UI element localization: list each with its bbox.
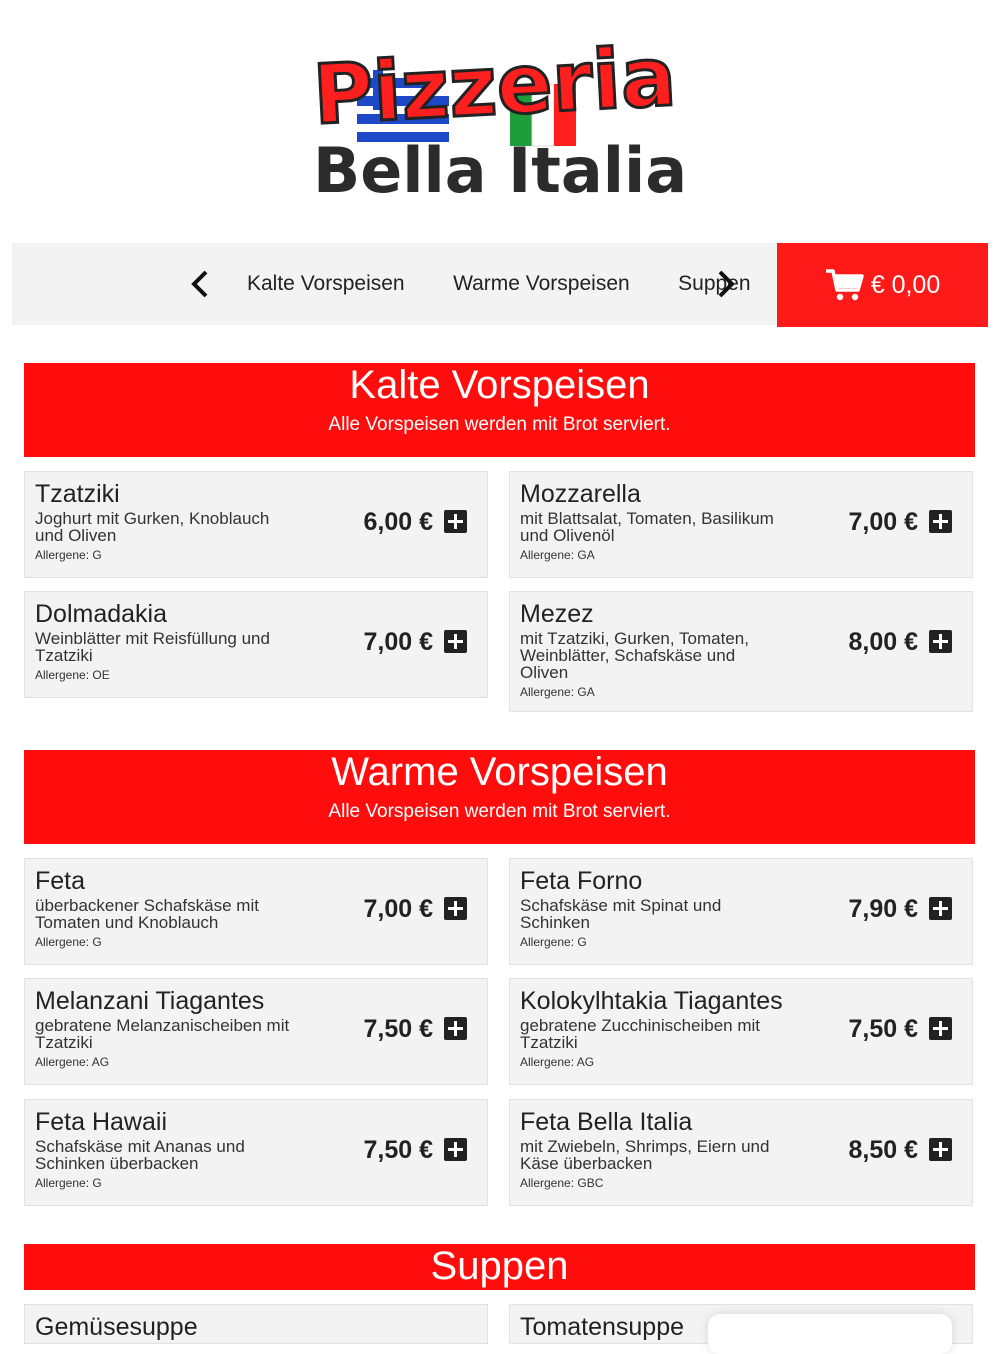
item-name: Feta Hawaii: [35, 1108, 167, 1136]
item-description: mit Zwiebeln, Shrimps, Eiern und Käse überbacken: [520, 1137, 770, 1173]
nav-link-suppen[interactable]: Suppen: [678, 272, 751, 295]
add-to-cart-button[interactable]: [929, 510, 952, 533]
item-price: 7,00 €: [363, 895, 433, 923]
item-allergens: Allergene: G: [35, 548, 102, 562]
menu-item-card: [509, 858, 973, 965]
item-allergens: Allergene: GA: [520, 685, 595, 699]
item-price: 8,00 €: [848, 628, 918, 656]
section-title: Suppen: [430, 1244, 569, 1288]
category-nav: [12, 243, 777, 325]
floating-popup[interactable]: [708, 1314, 952, 1354]
add-to-cart-button[interactable]: [929, 1138, 952, 1161]
item-name: Feta Bella Italia: [520, 1108, 693, 1136]
svg-text:Pizzeria: Pizzeria: [310, 29, 679, 144]
item-name: Gemüsesuppe: [35, 1313, 198, 1341]
item-price: 7,00 €: [363, 628, 433, 656]
logo: [295, 14, 695, 207]
add-to-cart-button[interactable]: [444, 1138, 467, 1161]
svg-text:Bella Italia: Bella Italia: [312, 134, 688, 207]
menu-item-card: [24, 978, 488, 1085]
item-allergens: Allergene: AG: [35, 1055, 110, 1069]
item-description: Schafskäse mit Spinat und Schinken: [520, 896, 722, 932]
item-name: Tzatziki: [35, 480, 120, 508]
section-header-warme-vorspeisen: [24, 750, 975, 844]
item-name: Tomatensuppe: [520, 1313, 685, 1341]
cart-icon: [825, 268, 865, 302]
item-allergens: Allergene: AG: [520, 1055, 595, 1069]
item-name: Feta: [35, 867, 86, 895]
menu-item-card: [24, 858, 488, 965]
item-price: 6,00 €: [363, 508, 433, 536]
menu-item-card: [24, 1099, 488, 1206]
item-price: 8,50 €: [848, 1136, 918, 1164]
item-price: 7,00 €: [848, 508, 918, 536]
add-to-cart-button[interactable]: [929, 630, 952, 653]
item-price: 7,50 €: [848, 1015, 918, 1043]
item-allergens: Allergene: G: [35, 935, 102, 949]
add-to-cart-button[interactable]: [929, 1017, 952, 1040]
cart-button[interactable]: [777, 243, 988, 327]
add-to-cart-button[interactable]: [444, 510, 467, 533]
item-price: 7,50 €: [363, 1136, 433, 1164]
logo-image: [295, 14, 695, 207]
menu-item-card: [24, 471, 488, 578]
item-description: Joghurt mit Gurken, Knoblauch und Oliven: [35, 509, 270, 545]
item-name: Mezez: [520, 600, 594, 628]
item-description: Schafskäse mit Ananas und Schinken überbacken: [35, 1137, 245, 1173]
item-description: überbackener Schafskäse mit Tomaten und Knoblauch: [35, 896, 259, 932]
nav-link-kalte-vorspeisen[interactable]: Kalte Vorspeisen: [247, 272, 405, 295]
add-to-cart-button[interactable]: [444, 630, 467, 653]
nav-prev-button[interactable]: [180, 263, 220, 305]
item-price: 7,90 €: [848, 895, 918, 923]
item-description: gebratene Melanzanischeiben mit Tzatziki: [35, 1016, 290, 1052]
menu-item-card: [509, 978, 973, 1085]
chevron-left-icon: [189, 269, 211, 299]
section-title: Kalte Vorspeisen: [349, 363, 650, 407]
item-description: Weinblätter mit Reisfüllung und Tzatziki: [35, 629, 270, 665]
item-allergens: Allergene: GBC: [520, 1176, 604, 1190]
add-to-cart-button[interactable]: [929, 897, 952, 920]
add-to-cart-button[interactable]: [444, 897, 467, 920]
item-description: mit Blattsalat, Tomaten, Basilikum und Olivenöl: [520, 509, 774, 545]
menu-item-card: [24, 591, 488, 698]
section-header-suppen: [24, 1244, 975, 1290]
item-allergens: Allergene: GA: [520, 548, 595, 562]
item-name: Feta Forno: [520, 867, 643, 895]
item-price: 7,50 €: [363, 1015, 433, 1043]
item-description: mit Tzatziki, Gurken, Tomaten, Weinblätter, Schafskäse und Oliven: [520, 629, 749, 682]
item-allergens: Allergene: G: [35, 1176, 102, 1190]
menu-item-card: [509, 1099, 973, 1206]
item-name: Melanzani Tiagantes: [35, 987, 265, 1015]
item-description: gebratene Zucchinischeiben mit Tzatziki: [520, 1016, 761, 1052]
menu-item-card: [509, 591, 973, 712]
cart-total: € 0,00: [870, 270, 941, 299]
nav-link-warme-vorspeisen[interactable]: Warme Vorspeisen: [453, 272, 630, 295]
section-header-kalte-vorspeisen: [24, 363, 975, 457]
menu-item-card: [24, 1304, 488, 1344]
item-name: Mozzarella: [520, 480, 641, 508]
section-title: Warme Vorspeisen: [331, 750, 668, 794]
category-track: [242, 243, 751, 325]
item-name: Kolokylhtakia Tiagantes: [520, 987, 783, 1015]
nav-next-button[interactable]: [706, 263, 746, 305]
chevron-right-icon: [715, 269, 737, 299]
item-allergens: Allergene: OE: [35, 668, 110, 682]
add-to-cart-button[interactable]: [444, 1017, 467, 1040]
section-subtitle: Alle Vorspeisen werden mit Brot serviert.: [328, 414, 671, 435]
item-name: Dolmadakia: [35, 600, 168, 628]
menu-item-card: [509, 471, 973, 578]
item-allergens: Allergene: G: [520, 935, 587, 949]
section-subtitle: Alle Vorspeisen werden mit Brot serviert.: [328, 801, 671, 822]
